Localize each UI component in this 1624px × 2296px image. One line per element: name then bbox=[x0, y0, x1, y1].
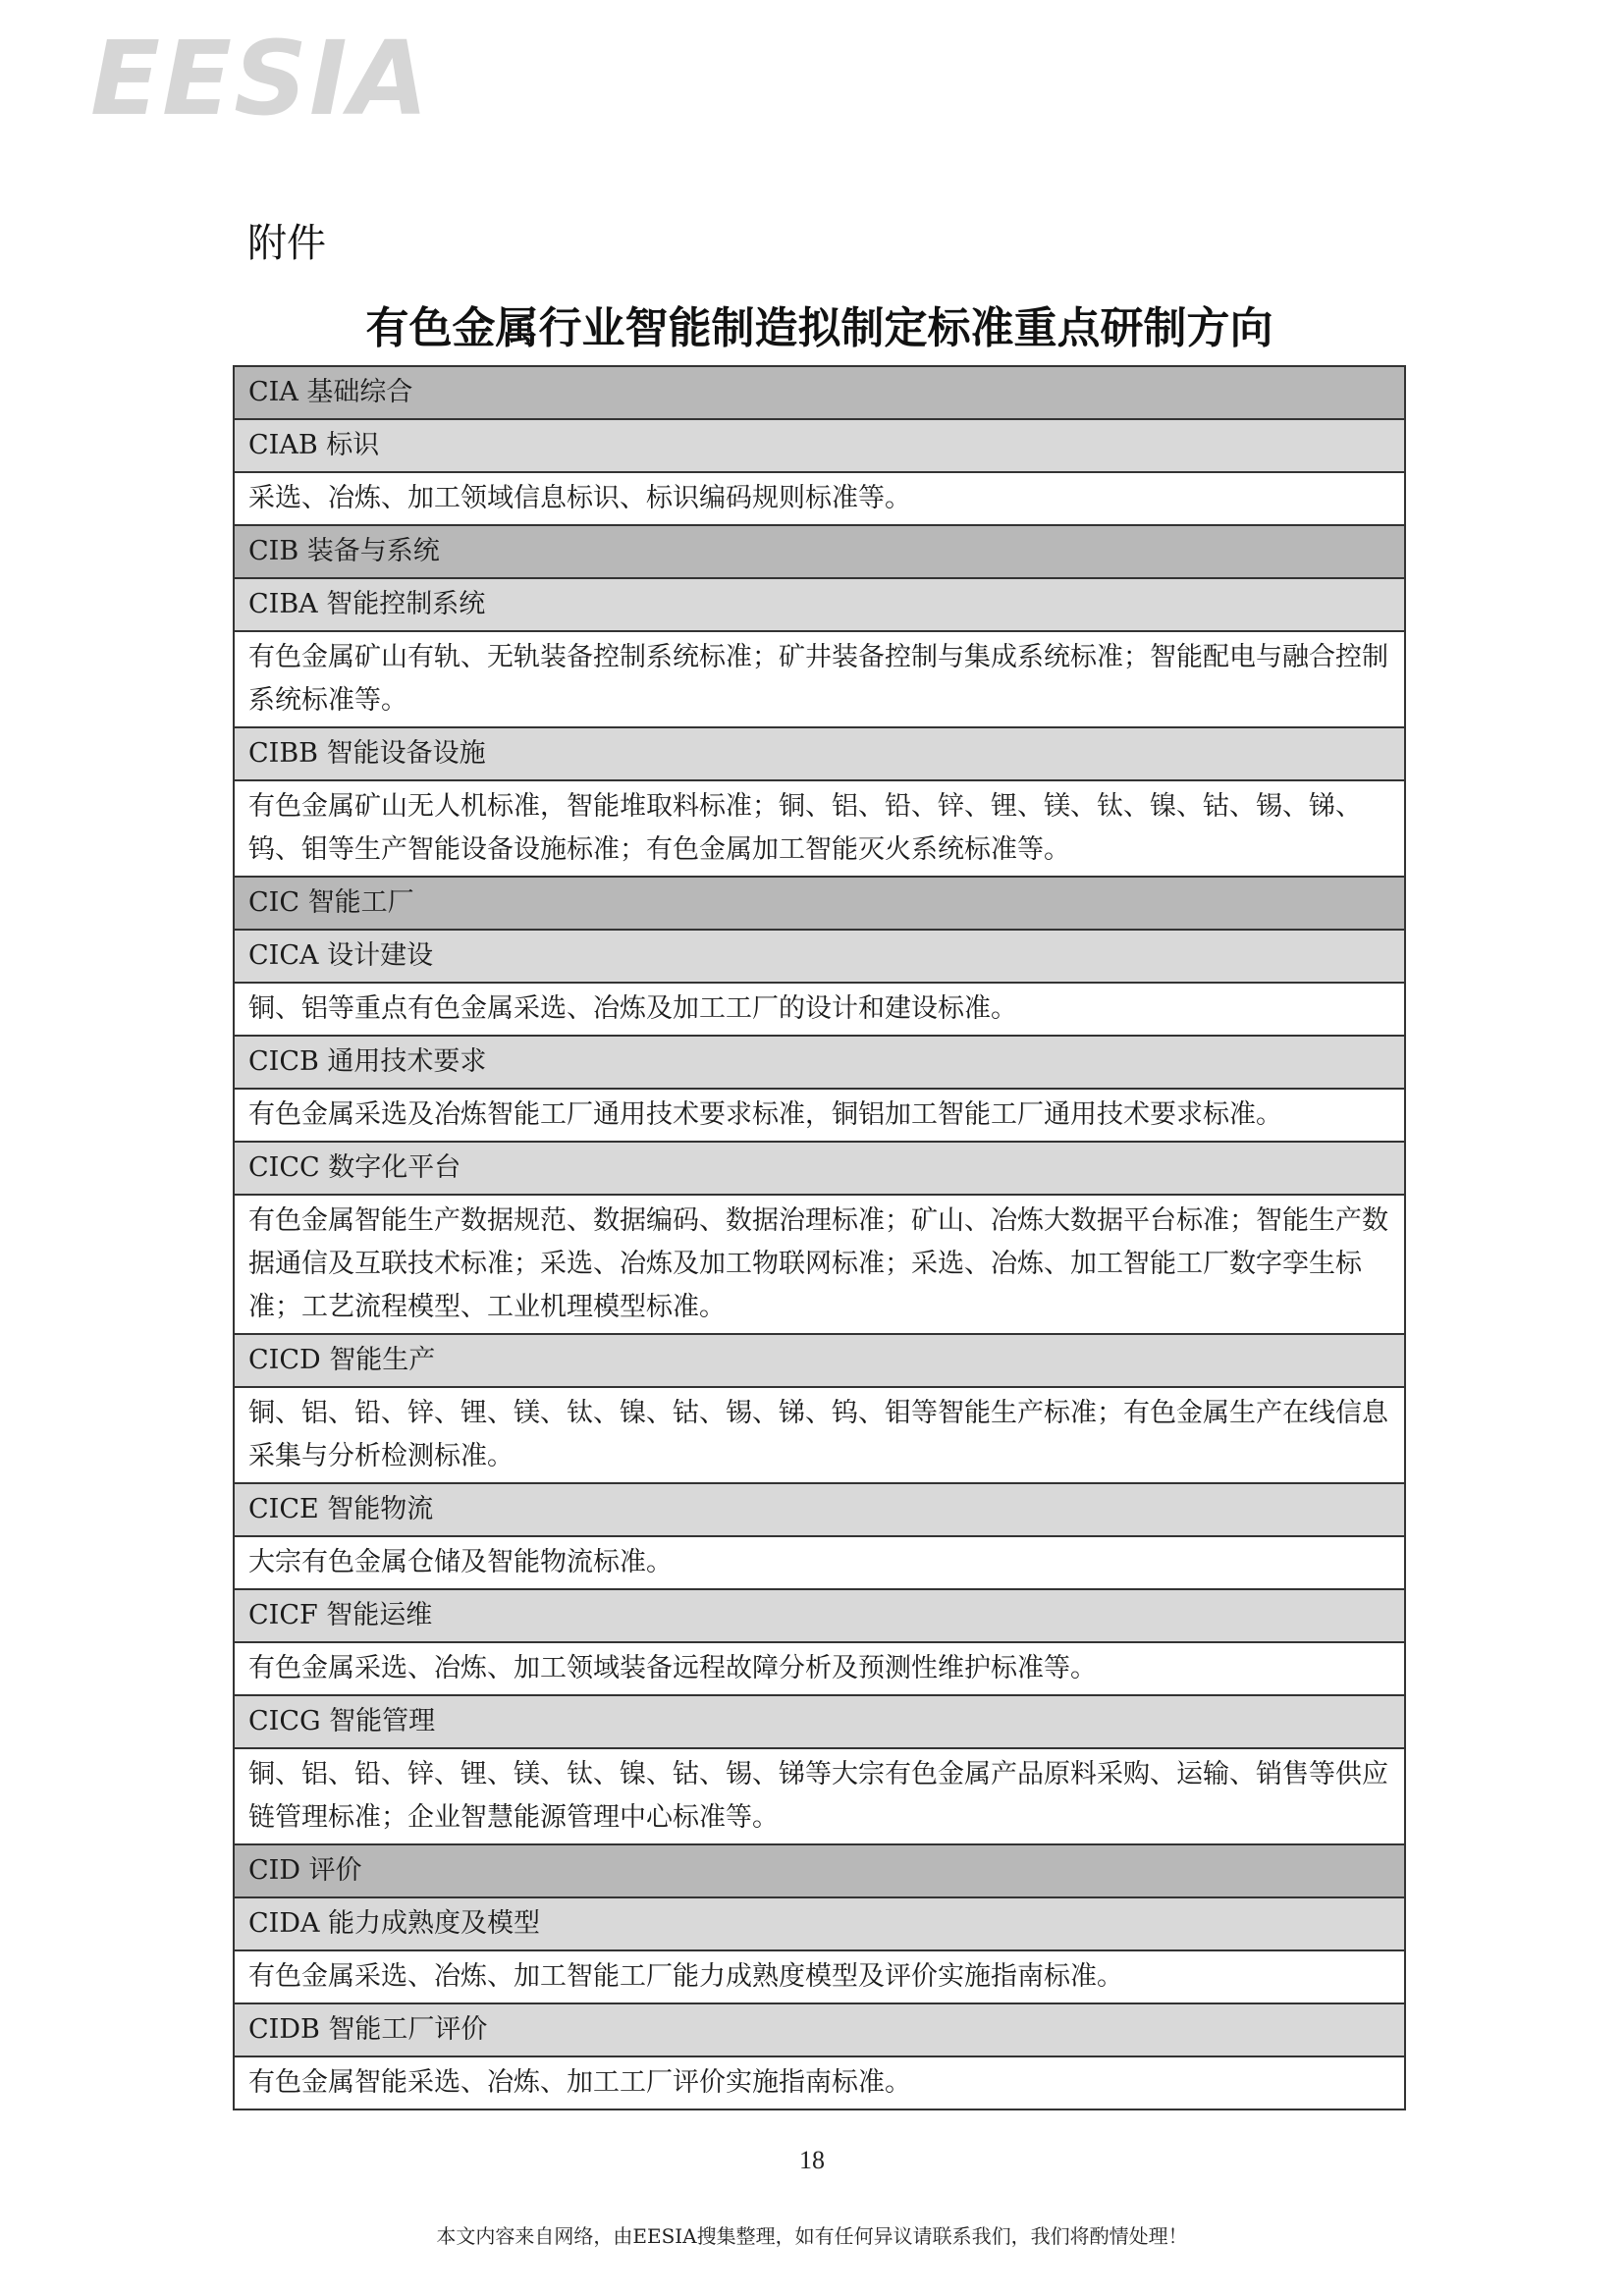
description-row bbox=[234, 2056, 1405, 2109]
description-row bbox=[234, 1950, 1405, 2003]
description-row bbox=[234, 631, 1405, 727]
description-cell: 有色金属采选及冶炼智能工厂通用技术要求标准，铜铝加工智能工厂通用技术要求标准。 bbox=[234, 1089, 1405, 1142]
subcategory-row bbox=[234, 1897, 1405, 1950]
description-cell: 铜、铝、铅、锌、锂、镁、钛、镍、钴、锡、锑、钨、钼等智能生产标准；有色金属生产在线信息采集与分析检测标准。 bbox=[234, 1387, 1405, 1483]
category-row bbox=[234, 366, 1405, 419]
description-row bbox=[234, 1089, 1405, 1142]
standards-table-body bbox=[234, 366, 1405, 2109]
subcategory-cell: CICB 通用技术要求 bbox=[234, 1036, 1405, 1089]
category-row bbox=[234, 877, 1405, 930]
description-cell: 采选、冶炼、加工领域信息标识、标识编码规则标准等。 bbox=[234, 472, 1405, 525]
subcategory-cell: CICA 设计建设 bbox=[234, 930, 1405, 983]
description-cell: 有色金属采选、冶炼、加工智能工厂能力成熟度模型及评价实施指南标准。 bbox=[234, 1950, 1405, 2003]
subcategory-row bbox=[234, 578, 1405, 631]
standards-table bbox=[233, 365, 1406, 2110]
subcategory-row bbox=[234, 1142, 1405, 1195]
category-row bbox=[234, 1844, 1405, 1897]
description-row bbox=[234, 1195, 1405, 1334]
description-row bbox=[234, 1387, 1405, 1483]
subcategory-row bbox=[234, 1334, 1405, 1387]
subcategory-row bbox=[234, 727, 1405, 780]
category-cell: CIB 装备与系统 bbox=[234, 525, 1405, 578]
description-row bbox=[234, 1748, 1405, 1844]
subcategory-row bbox=[234, 930, 1405, 983]
category-cell: CIA 基础综合 bbox=[234, 366, 1405, 419]
category-row bbox=[234, 525, 1405, 578]
category-cell: CIC 智能工厂 bbox=[234, 877, 1405, 930]
category-cell: CID 评价 bbox=[234, 1844, 1405, 1897]
footer-disclaimer: 本文内容来自网络，由EESIA搜集整理，如有任何异议请联系我们，我们将酌情处理！ bbox=[436, 2224, 1188, 2248]
description-row bbox=[234, 472, 1405, 525]
subcategory-cell: CICF 智能运维 bbox=[234, 1589, 1405, 1642]
description-row bbox=[234, 1536, 1405, 1589]
subcategory-cell: CIDB 智能工厂评价 bbox=[234, 2003, 1405, 2056]
description-cell: 有色金属矿山无人机标准，智能堆取料标准；铜、铝、铅、锌、锂、镁、钛、镍、钴、锡、锑、钨、钼等生产智能设备设施标准；有色金属加工智能灭火系统标准等。 bbox=[234, 780, 1405, 877]
description-cell: 有色金属智能采选、冶炼、加工工厂评价实施指南标准。 bbox=[234, 2056, 1405, 2109]
subcategory-row bbox=[234, 1589, 1405, 1642]
page-number: 18 bbox=[799, 2146, 825, 2174]
subcategory-cell: CIDA 能力成熟度及模型 bbox=[234, 1897, 1405, 1950]
description-row bbox=[234, 983, 1405, 1036]
subcategory-cell: CIAB 标识 bbox=[234, 419, 1405, 472]
description-cell: 大宗有色金属仓储及智能物流标准。 bbox=[234, 1536, 1405, 1589]
eesia-logo: EESIA bbox=[90, 19, 431, 138]
description-cell: 有色金属采选、冶炼、加工领域装备远程故障分析及预测性维护标准等。 bbox=[234, 1642, 1405, 1695]
description-cell: 铜、铝、铅、锌、锂、镁、钛、镍、钴、锡、锑等大宗有色金属产品原料采购、运输、销售等供应链管理标准；企业智慧能源管理中心标准等。 bbox=[234, 1748, 1405, 1844]
description-row bbox=[234, 1642, 1405, 1695]
description-cell: 铜、铝等重点有色金属采选、冶炼及加工工厂的设计和建设标准。 bbox=[234, 983, 1405, 1036]
subcategory-row bbox=[234, 1036, 1405, 1089]
subcategory-cell: CICG 智能管理 bbox=[234, 1695, 1405, 1748]
description-cell: 有色金属智能生产数据规范、数据编码、数据治理标准；矿山、冶炼大数据平台标准；智能生产数据通信及互联技术标准；采选、冶炼及加工物联网标准；采选、冶炼、加工智能工厂数字孪生标准；工艺流程模型、工业机理模型标准。 bbox=[234, 1195, 1405, 1334]
subcategory-cell: CICE 智能物流 bbox=[234, 1483, 1405, 1536]
subcategory-cell: CICC 数字化平台 bbox=[234, 1142, 1405, 1195]
subcategory-row bbox=[234, 1483, 1405, 1536]
subcategory-cell: CIBA 智能控制系统 bbox=[234, 578, 1405, 631]
subcategory-cell: CIBB 智能设备设施 bbox=[234, 727, 1405, 780]
subcategory-row bbox=[234, 1695, 1405, 1748]
subcategory-row bbox=[234, 2003, 1405, 2056]
description-cell: 有色金属矿山有轨、无轨装备控制系统标准；矿井装备控制与集成系统标准；智能配电与融合控制系统标准等。 bbox=[234, 631, 1405, 727]
subcategory-cell: CICD 智能生产 bbox=[234, 1334, 1405, 1387]
subcategory-row bbox=[234, 419, 1405, 472]
attachment-label: 附件 bbox=[247, 221, 326, 266]
document-title: 有色金属行业智能制造拟制定标准重点研制方向 bbox=[365, 303, 1273, 353]
description-row bbox=[234, 780, 1405, 877]
